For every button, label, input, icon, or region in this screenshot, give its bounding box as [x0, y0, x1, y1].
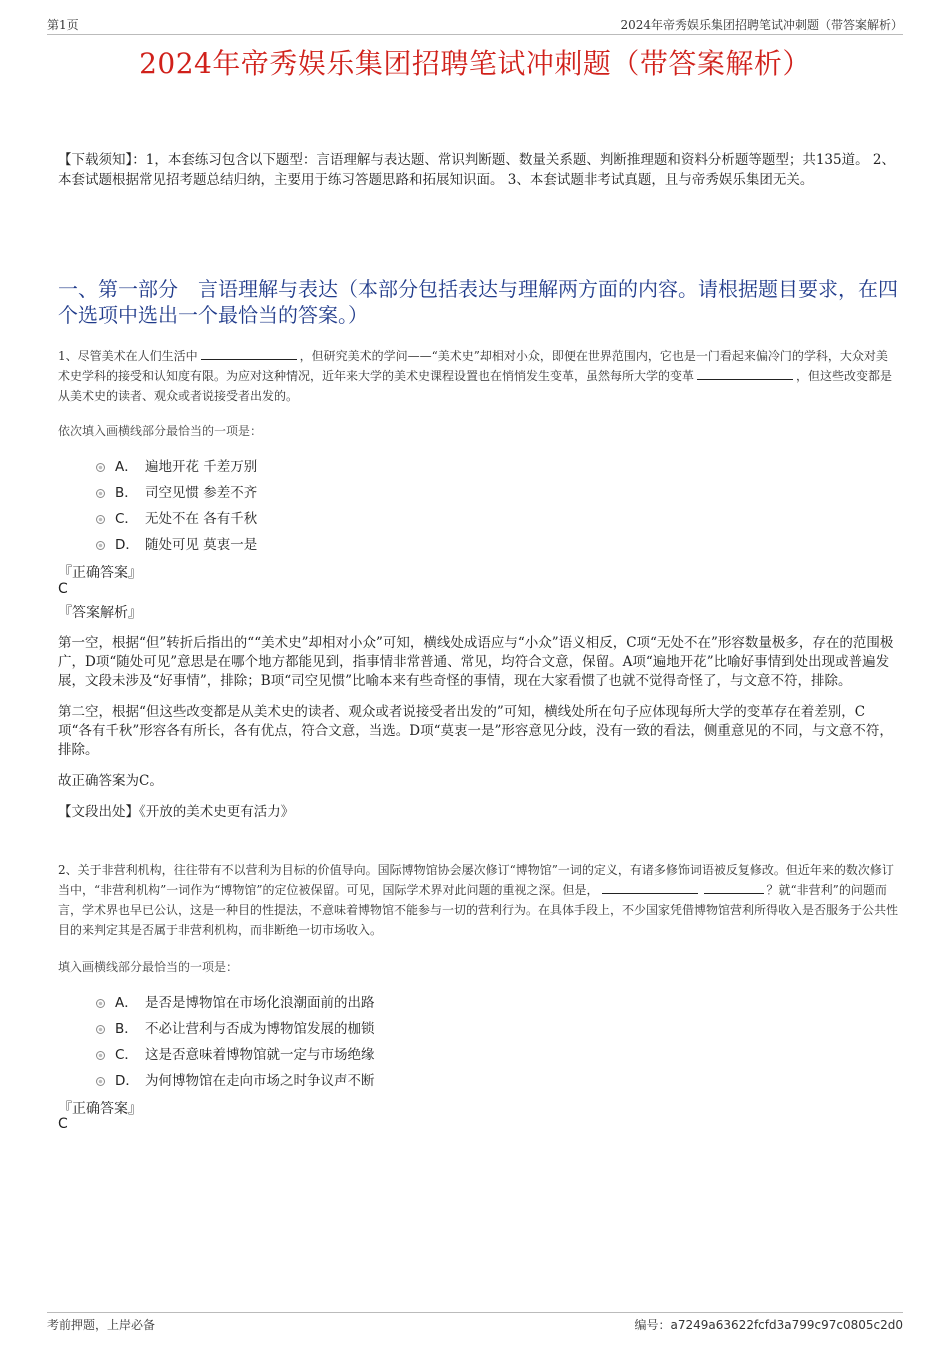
download-notice: 【下载须知】：1，本套练习包含以下题型：言语理解与表达题、常识判断题、数量关系题、判断推理题和资料分析题等题型；共135道。 2、本套试题根据常见招考题总结归纳，主要用于练习答题思路和拓展知识面。 3、本套试题非考试真题，且与帝秀娱乐集团无关。: [58, 152, 895, 188]
page-footer: [47, 1312, 903, 1335]
option-text: 为何博物馆在走向市场之时争议声不断: [145, 1073, 375, 1089]
option-letter: B．: [115, 485, 138, 501]
radio-icon[interactable]: [96, 999, 105, 1008]
option-a[interactable]: [96, 988, 375, 1014]
question-1-analysis-label: 『答案解析』: [58, 605, 142, 621]
radio-icon[interactable]: [96, 1051, 105, 1060]
radio-icon[interactable]: [96, 1077, 105, 1086]
option-text: 遍地开花 千差万别: [145, 459, 258, 475]
option-text: 是否是博物馆在市场化浪潮面前的出路: [145, 995, 375, 1011]
option-text: 无处不在 各有千秋: [145, 511, 258, 527]
option-letter: C．: [115, 1047, 138, 1063]
option-d[interactable]: [96, 1066, 375, 1092]
option-letter: B．: [115, 1021, 138, 1037]
analysis-source: 【文段出处】《开放的美术史更有活力》: [58, 804, 295, 820]
question-2-answer-label: 『正确答案』: [58, 1101, 142, 1117]
option-c[interactable]: [96, 1040, 375, 1066]
radio-icon[interactable]: [96, 515, 105, 524]
question-1-part3: ，但这些改变都是从美术史的读者、观众或者说接受者出发的。: [58, 369, 893, 403]
question-2-prompt: 填入画横线部分最恰当的一项是：: [58, 960, 239, 974]
section-title: 一、第一部分 言语理解与表达（本部分包括表达与理解两方面的内容。请根据题目要求，在四个选项中选出一个最恰当的答案。）: [58, 277, 898, 327]
option-letter: C．: [115, 511, 138, 527]
option-letter: A．: [115, 459, 138, 475]
footer-serial: 编号：a7249a63622fcfd3a799c97c0805c2d0: [634, 1318, 903, 1332]
page-header: [47, 14, 903, 35]
radio-icon[interactable]: [96, 463, 105, 472]
option-letter: A．: [115, 995, 138, 1011]
option-letter: D．: [115, 537, 139, 553]
option-letter: D．: [115, 1073, 139, 1089]
header-doc-title: 2024年帝秀娱乐集团招聘笔试冲刺题（带答案解析）: [620, 18, 903, 32]
radio-icon[interactable]: [96, 489, 105, 498]
question-1-options: [96, 452, 257, 556]
option-b[interactable]: [96, 478, 257, 504]
question-1-part1: 1、尽管美术在人们生活中: [58, 349, 198, 363]
fill-blank-2: [704, 881, 764, 894]
radio-icon[interactable]: [96, 1025, 105, 1034]
fill-blank-2: [697, 367, 793, 380]
analysis-paragraph: 第一空，根据“但”转折后指出的““美术史”却相对小众”可知，横线处成语应与“小众”语义相反，C项“无处不在”形容数量极多，存在的范围极广，D项“随处可见”意思是在哪个地方都能见到，指事情非常普通、常见，均符合文意，保留。A项“遍地开花”比喻好事情到处出现或普遍发展，文段未涉及“好事情”，排除；B项“司空见惯”比喻本来有些奇怪的事情，现在大家看惯了也就不觉得奇怪了，与文意不符，排除。: [58, 635, 894, 689]
question-2-part1: 2、关于非营利机构，往往带有不以营利为目标的价值导向。国际博物馆协会屡次修订“博物馆”一词的定义，有诸多修饰词语被反复修改。但近年来的数次修订当中，“非营利机构”一词作为“博物馆”的定位被保留。可见，国际学术界对此问题的重视之深。但是，: [58, 863, 894, 897]
option-text: 随处可见 莫衷一是: [145, 537, 258, 553]
fill-blank-1: [602, 881, 698, 894]
option-b[interactable]: [96, 1014, 375, 1040]
analysis-paragraph: 第二空，根据“但这些改变都是从美术史的读者、观众或者说接受者出发的”可知，横线处所在句子应体现每所大学的变革存在着差别，C项“各有千秋”形容各有所长，各有优点，符合文意，当选。D项“莫衷一是”形容意见分歧，没有一致的看法，侧重意见的不同，与文意不符，排除。: [58, 704, 893, 758]
question-1-text: [58, 346, 898, 406]
fill-blank-1: [201, 347, 297, 360]
option-d[interactable]: [96, 530, 257, 556]
option-a[interactable]: [96, 452, 257, 478]
question-1-analysis: [58, 634, 896, 834]
page-number: 第1页: [47, 18, 79, 32]
question-1-answer-label: 『正确答案』: [58, 565, 142, 581]
question-1-part2: ，但研究美术的学问——“美术史”却相对小众，即便在世界范围内，它也是一门看起来偏冷门的学科，大众对美术史学科的接受和认知度有限。为应对这种情况，近年来大学的美术史课程设置也在悄悄发生变革，虽然每所大学的变革: [58, 349, 888, 383]
question-2-text: [58, 860, 898, 940]
footer-slogan: 考前押题，上岸必备: [47, 1318, 156, 1332]
question-1-prompt: 依次填入画横线部分最恰当的一项是：: [58, 424, 263, 438]
question-2-options: [96, 988, 375, 1092]
question-2-answer: C: [58, 1116, 68, 1132]
option-c[interactable]: [96, 504, 257, 530]
question-2-part2: ？就“非营利”的问题而言，学术界也早已公认，这是一种目的性提法，不意味着博物馆不能参与一切的营利行为。在具体手段上，不少国家凭借博物馆营利所得收入是否服务于公共性目的来判定其是否属于非营利机构，而非断绝一切市场收入。: [58, 883, 899, 937]
option-text: 司空见惯 参差不齐: [145, 485, 258, 501]
option-text: 这是否意味着博物馆就一定与市场绝缘: [145, 1047, 375, 1063]
radio-icon[interactable]: [96, 541, 105, 550]
option-text: 不必让营利与否成为博物馆发展的枷锁: [145, 1021, 375, 1037]
question-1-answer: C: [58, 581, 68, 597]
analysis-paragraph: 故正确答案为C。: [58, 773, 163, 789]
document-title: 2024年帝秀娱乐集团招聘笔试冲刺题（带答案解析）: [139, 47, 811, 80]
